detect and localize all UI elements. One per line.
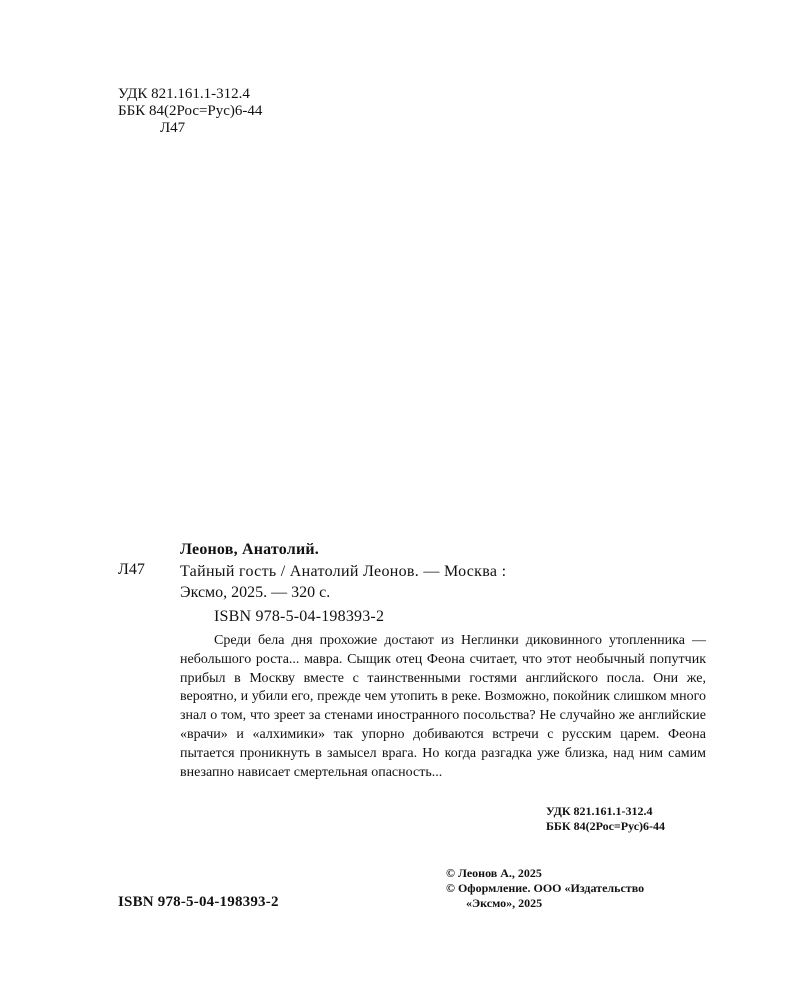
book-annotation: Среди бела дня прохожие достают из Неглинки диковинного утопленника — небольшого роста... мавра. Сыщик отец Феона считает, что этот необычный попутчик прибыл в Москву вместе с таинственными гостями английского посла. Они же, вероятно, и убили его, прежде чем утопить в реке. Возможно, покойник слишком много знал о том, что зреет за стенами иностранного посольства? Не случайно же английские «врачи» и «алхимики» так упорно добиваются встречи с русским царем. Феона пытается проникнуть в замысел врага. Но когда разгадка уже близка, над ним самим внезапно нависает смертельная опасность... xyxy=(180,633,706,780)
copyright-block xyxy=(446,866,644,911)
top-classification-codes xyxy=(118,86,262,137)
bottom-classification-codes xyxy=(546,804,665,833)
isbn-entry: ISBN 978-5-04-198393-2 xyxy=(214,608,385,625)
top-udk-code: УДК 821.161.1-312.4 xyxy=(118,86,250,102)
bottom-udk-code: УДК 821.161.1-312.4 xyxy=(546,804,653,818)
author-heading: Леонов, Анатолий. xyxy=(180,541,319,558)
copyright-publisher: «Эксмо», 2025 xyxy=(466,896,543,910)
title-text: Тайный гость / Анатолий Леонов. — Москва : xyxy=(180,563,507,580)
top-author-mark: Л47 xyxy=(160,120,186,136)
copyright-author: © Леонов А., 2025 xyxy=(446,866,542,880)
author-mark-side: Л47 xyxy=(118,561,145,578)
footer-isbn: ISBN 978-5-04-198393-2 xyxy=(118,894,279,910)
top-bbk-code: ББК 84(2Рос=Рус)6-44 xyxy=(118,103,263,119)
copyright-design: © Оформление. ООО «Издательство xyxy=(446,881,645,895)
bibliographic-description xyxy=(180,561,706,603)
bottom-bbk-code: ББК 84(2Рос=Рус)6-44 xyxy=(546,818,666,833)
title-line-2: Эксмо, 2025. — 320 с. xyxy=(180,584,331,601)
title-line-1 xyxy=(180,561,706,582)
